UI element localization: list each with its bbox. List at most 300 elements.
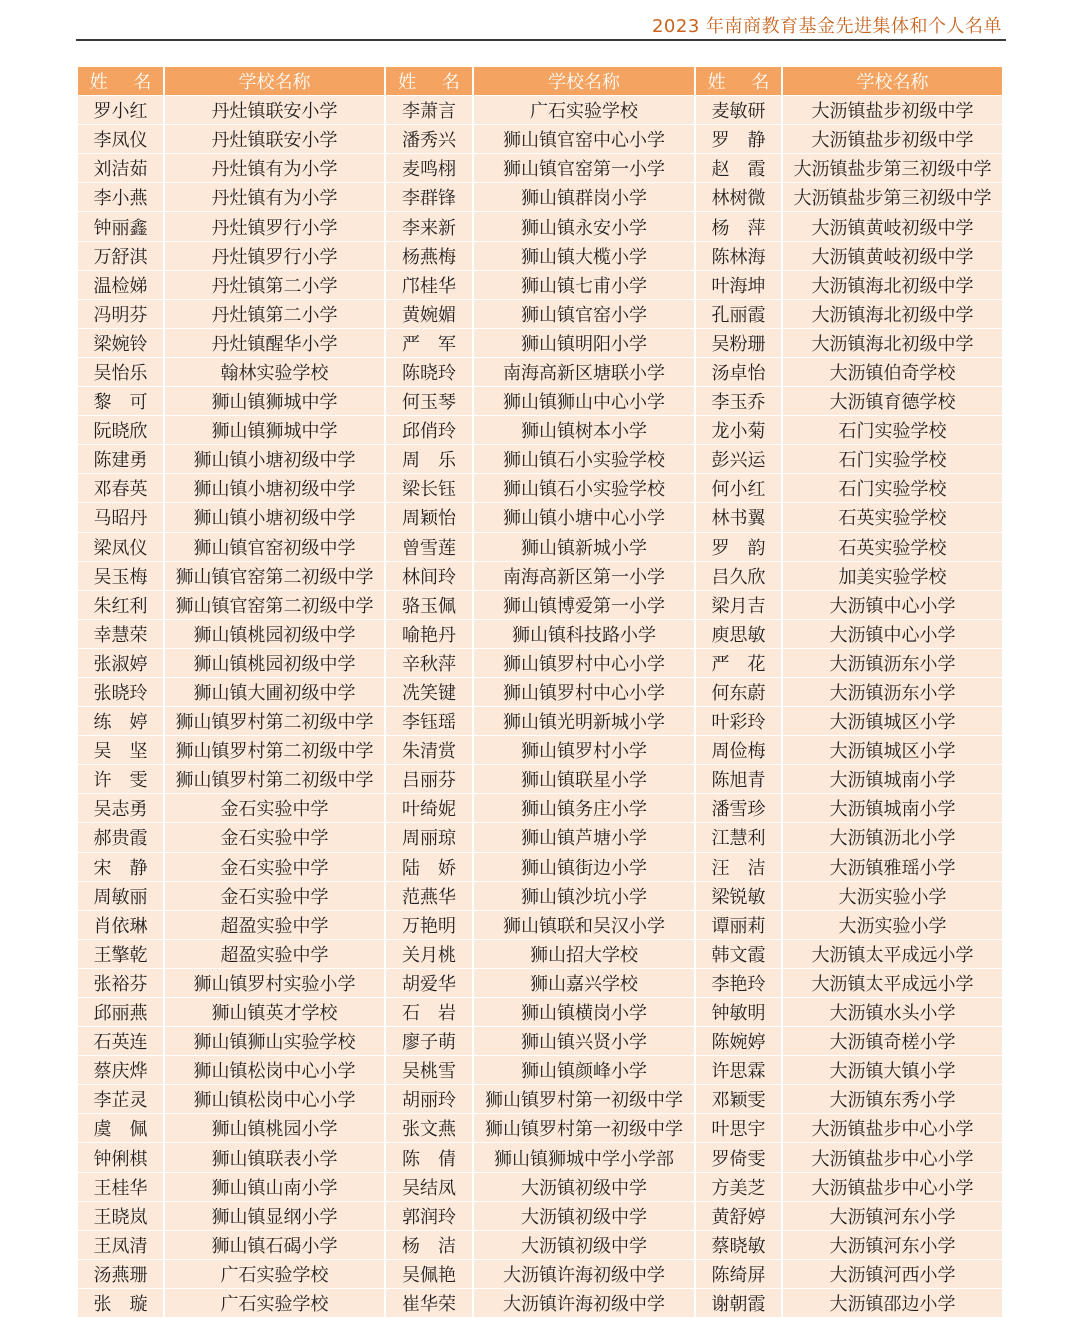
school-name: 狮山镇罗村第一初级中学 bbox=[474, 1085, 694, 1113]
school-name: 狮山镇桃园小学 bbox=[165, 1114, 384, 1142]
person-name: 邓春英 bbox=[78, 474, 163, 502]
table-row bbox=[696, 1260, 1002, 1288]
table-row bbox=[696, 387, 1002, 415]
person-name: 冯明芬 bbox=[78, 300, 163, 328]
person-name: 钟敏明 bbox=[696, 998, 781, 1026]
table-row bbox=[386, 416, 694, 444]
person-name: 江慧利 bbox=[696, 823, 781, 851]
school-name: 大沥镇邵边小学 bbox=[783, 1289, 1002, 1317]
table-row bbox=[78, 154, 384, 182]
table-row bbox=[78, 1085, 384, 1113]
school-name: 狮山镇罗村第二初级中学 bbox=[165, 765, 384, 793]
table-row bbox=[78, 620, 384, 648]
person-name: 吴志勇 bbox=[78, 794, 163, 822]
table-row bbox=[386, 620, 694, 648]
table-row bbox=[386, 212, 694, 240]
school-name: 大沥镇盐步中心小学 bbox=[783, 1114, 1002, 1142]
table-row bbox=[696, 358, 1002, 386]
person-name: 许 雯 bbox=[78, 765, 163, 793]
school-name: 大沥镇水头小学 bbox=[783, 998, 1002, 1026]
school-name: 大沥镇海北初级中学 bbox=[783, 329, 1002, 357]
table-row bbox=[78, 649, 384, 677]
person-name: 李来新 bbox=[386, 212, 472, 240]
person-name: 孔丽霞 bbox=[696, 300, 781, 328]
school-name: 狮山镇官窑第二初级中学 bbox=[165, 591, 384, 619]
table-row bbox=[696, 96, 1002, 124]
person-name: 李玉乔 bbox=[696, 387, 781, 415]
school-name: 大沥镇沥东小学 bbox=[783, 678, 1002, 706]
school-name: 丹灶镇联安小学 bbox=[165, 125, 384, 153]
table-row bbox=[78, 474, 384, 502]
school-name: 狮山嘉兴学校 bbox=[474, 969, 694, 997]
table-row bbox=[386, 125, 694, 153]
person-name: 陈林海 bbox=[696, 242, 781, 270]
table-row bbox=[696, 678, 1002, 706]
table-row bbox=[696, 474, 1002, 502]
table-row bbox=[696, 940, 1002, 968]
person-name: 郝贵霞 bbox=[78, 823, 163, 851]
school-name: 狮山镇大榄小学 bbox=[474, 242, 694, 270]
school-name: 狮山镇兴贤小学 bbox=[474, 1027, 694, 1055]
person-name: 张淑婷 bbox=[78, 649, 163, 677]
table-row bbox=[78, 1231, 384, 1259]
table-row bbox=[78, 96, 384, 124]
person-name: 陈建勇 bbox=[78, 445, 163, 473]
table-row bbox=[386, 649, 694, 677]
school-name: 狮山镇博爱第一小学 bbox=[474, 591, 694, 619]
person-name: 杨 洁 bbox=[386, 1231, 472, 1259]
person-name: 张裕芬 bbox=[78, 969, 163, 997]
school-name: 丹灶镇罗行小学 bbox=[165, 212, 384, 240]
person-name: 吴结凤 bbox=[386, 1173, 472, 1201]
school-name: 狮山镇显纲小学 bbox=[165, 1202, 384, 1230]
table-row bbox=[78, 678, 384, 706]
table-header-row bbox=[696, 67, 1002, 95]
table-row bbox=[78, 794, 384, 822]
person-name: 朱红利 bbox=[78, 591, 163, 619]
school-name: 狮山镇芦塘小学 bbox=[474, 823, 694, 851]
table-row bbox=[78, 736, 384, 764]
school-name: 狮山镇山南小学 bbox=[165, 1173, 384, 1201]
person-name: 吴桃雪 bbox=[386, 1056, 472, 1084]
school-name: 加美实验学校 bbox=[783, 562, 1002, 590]
school-name: 大沥镇沥北小学 bbox=[783, 823, 1002, 851]
person-name: 梁锐敏 bbox=[696, 882, 781, 910]
table-row bbox=[696, 1202, 1002, 1230]
table-row bbox=[78, 591, 384, 619]
table-row bbox=[696, 503, 1002, 531]
school-name: 狮山镇官窑初级中学 bbox=[165, 533, 384, 561]
school-name: 狮山镇永安小学 bbox=[474, 212, 694, 240]
person-name: 朱清赏 bbox=[386, 736, 472, 764]
school-name: 狮山镇小塘初级中学 bbox=[165, 445, 384, 473]
table-row bbox=[386, 736, 694, 764]
table-row bbox=[696, 533, 1002, 561]
person-name: 叶彩玲 bbox=[696, 707, 781, 735]
school-name: 狮山镇大圃初级中学 bbox=[165, 678, 384, 706]
school-name: 狮山镇石碣小学 bbox=[165, 1231, 384, 1259]
table-row bbox=[386, 562, 694, 590]
table-row bbox=[696, 445, 1002, 473]
person-name: 邱丽燕 bbox=[78, 998, 163, 1026]
school-name: 大沥镇太平成远小学 bbox=[783, 940, 1002, 968]
school-name: 狮山镇明阳小学 bbox=[474, 329, 694, 357]
school-name: 大沥镇盐步第三初级中学 bbox=[783, 183, 1002, 211]
school-name: 狮山镇树本小学 bbox=[474, 416, 694, 444]
person-name: 李萧言 bbox=[386, 96, 472, 124]
table-row bbox=[78, 940, 384, 968]
person-name: 陈婉婷 bbox=[696, 1027, 781, 1055]
column-header-name: 姓 名 bbox=[78, 67, 163, 95]
person-name: 邝桂华 bbox=[386, 271, 472, 299]
table-row bbox=[386, 794, 694, 822]
table-row bbox=[386, 154, 694, 182]
person-name: 彭兴运 bbox=[696, 445, 781, 473]
table-row bbox=[78, 911, 384, 939]
school-name: 金石实验中学 bbox=[165, 823, 384, 851]
person-name: 蔡晓敏 bbox=[696, 1231, 781, 1259]
person-name: 吴粉珊 bbox=[696, 329, 781, 357]
table-row bbox=[696, 1114, 1002, 1142]
person-name: 练 婷 bbox=[78, 707, 163, 735]
school-name: 狮山镇小塘中心小学 bbox=[474, 503, 694, 531]
table-row bbox=[386, 242, 694, 270]
school-name: 大沥镇东秀小学 bbox=[783, 1085, 1002, 1113]
table-row bbox=[386, 300, 694, 328]
person-name: 宋 静 bbox=[78, 853, 163, 881]
person-name: 潘雪珍 bbox=[696, 794, 781, 822]
person-name: 严 军 bbox=[386, 329, 472, 357]
table-row bbox=[696, 1289, 1002, 1317]
school-name: 狮山招大学校 bbox=[474, 940, 694, 968]
table-row bbox=[386, 271, 694, 299]
table-row bbox=[78, 533, 384, 561]
table-row bbox=[78, 125, 384, 153]
person-name: 温检娣 bbox=[78, 271, 163, 299]
person-name: 罗 韵 bbox=[696, 533, 781, 561]
person-name: 林树微 bbox=[696, 183, 781, 211]
table-row bbox=[386, 1114, 694, 1142]
person-name: 叶海坤 bbox=[696, 271, 781, 299]
table-row bbox=[386, 474, 694, 502]
school-name: 大沥镇许海初级中学 bbox=[474, 1289, 694, 1317]
school-name: 丹灶镇醒华小学 bbox=[165, 329, 384, 357]
person-name: 何玉琴 bbox=[386, 387, 472, 415]
school-name: 狮山镇狮城中学 bbox=[165, 416, 384, 444]
table-row bbox=[78, 271, 384, 299]
school-name: 大沥镇太平成远小学 bbox=[783, 969, 1002, 997]
table-row bbox=[78, 1260, 384, 1288]
table-row bbox=[696, 620, 1002, 648]
person-name: 麦敏研 bbox=[696, 96, 781, 124]
table-row bbox=[696, 969, 1002, 997]
school-name: 狮山镇罗村小学 bbox=[474, 736, 694, 764]
table-row bbox=[78, 242, 384, 270]
person-name: 万舒淇 bbox=[78, 242, 163, 270]
school-name: 大沥镇河西小学 bbox=[783, 1260, 1002, 1288]
school-name: 狮山镇桃园初级中学 bbox=[165, 649, 384, 677]
person-name: 王凤清 bbox=[78, 1231, 163, 1259]
person-name: 陈旭青 bbox=[696, 765, 781, 793]
school-name: 丹灶镇罗行小学 bbox=[165, 242, 384, 270]
school-name: 狮山镇罗村中心小学 bbox=[474, 678, 694, 706]
school-name: 大沥镇城区小学 bbox=[783, 736, 1002, 764]
table-row bbox=[696, 998, 1002, 1026]
person-name: 李艳玲 bbox=[696, 969, 781, 997]
person-name: 梁婉铃 bbox=[78, 329, 163, 357]
school-name: 大沥镇许海初级中学 bbox=[474, 1260, 694, 1288]
table-row bbox=[78, 387, 384, 415]
person-name: 周颖怡 bbox=[386, 503, 472, 531]
person-name: 李钰瑶 bbox=[386, 707, 472, 735]
person-name: 陆 娇 bbox=[386, 853, 472, 881]
table-row bbox=[78, 853, 384, 881]
school-name: 大沥镇初级中学 bbox=[474, 1231, 694, 1259]
table-row bbox=[696, 853, 1002, 881]
school-name: 狮山镇群岗小学 bbox=[474, 183, 694, 211]
table-column-group-2 bbox=[386, 67, 694, 1317]
column-header-school: 学校名称 bbox=[783, 67, 1002, 95]
table-row bbox=[78, 416, 384, 444]
table-row bbox=[696, 1231, 1002, 1259]
school-name: 石门实验学校 bbox=[783, 445, 1002, 473]
table-row bbox=[386, 707, 694, 735]
table-row bbox=[78, 300, 384, 328]
person-name: 幸慧荣 bbox=[78, 620, 163, 648]
person-name: 张晓玲 bbox=[78, 678, 163, 706]
person-name: 汤卓怡 bbox=[696, 358, 781, 386]
person-name: 许思霖 bbox=[696, 1056, 781, 1084]
table-row bbox=[696, 300, 1002, 328]
school-name: 丹灶镇有为小学 bbox=[165, 183, 384, 211]
school-name: 狮山镇科技路小学 bbox=[474, 620, 694, 648]
table-row bbox=[386, 358, 694, 386]
table-row bbox=[78, 969, 384, 997]
school-name: 狮山镇横岗小学 bbox=[474, 998, 694, 1026]
table-row bbox=[386, 445, 694, 473]
school-name: 狮山镇官窑第二初级中学 bbox=[165, 562, 384, 590]
table-row bbox=[386, 591, 694, 619]
school-name: 大沥镇初级中学 bbox=[474, 1202, 694, 1230]
person-name: 罗小红 bbox=[78, 96, 163, 124]
school-name: 石英实验学校 bbox=[783, 533, 1002, 561]
person-name: 胡爱华 bbox=[386, 969, 472, 997]
school-name: 狮山镇松岗中心小学 bbox=[165, 1056, 384, 1084]
school-name: 大沥实验小学 bbox=[783, 911, 1002, 939]
table-row bbox=[386, 853, 694, 881]
person-name: 吕丽芬 bbox=[386, 765, 472, 793]
person-name: 潘秀兴 bbox=[386, 125, 472, 153]
table-row bbox=[696, 1085, 1002, 1113]
person-name: 吴怡乐 bbox=[78, 358, 163, 386]
table-row bbox=[78, 1173, 384, 1201]
table-row bbox=[386, 183, 694, 211]
person-name: 范燕华 bbox=[386, 882, 472, 910]
person-name: 黄舒婷 bbox=[696, 1202, 781, 1230]
column-header-school: 学校名称 bbox=[474, 67, 694, 95]
person-name: 汤燕珊 bbox=[78, 1260, 163, 1288]
school-name: 大沥镇河东小学 bbox=[783, 1231, 1002, 1259]
table-column-group-1 bbox=[78, 67, 384, 1317]
table-row bbox=[386, 387, 694, 415]
person-name: 胡丽玲 bbox=[386, 1085, 472, 1113]
school-name: 狮山镇小塘初级中学 bbox=[165, 503, 384, 531]
person-name: 吕久欣 bbox=[696, 562, 781, 590]
person-name: 庾思敏 bbox=[696, 620, 781, 648]
school-name: 狮山镇光明新城小学 bbox=[474, 707, 694, 735]
person-name: 梁月吉 bbox=[696, 591, 781, 619]
table-row bbox=[78, 1114, 384, 1142]
table-row bbox=[696, 736, 1002, 764]
person-name: 李凤仪 bbox=[78, 125, 163, 153]
table-row bbox=[696, 882, 1002, 910]
school-name: 狮山镇狮山中心小学 bbox=[474, 387, 694, 415]
table-row bbox=[78, 707, 384, 735]
school-name: 大沥镇城南小学 bbox=[783, 794, 1002, 822]
school-name: 丹灶镇第二小学 bbox=[165, 300, 384, 328]
table-row bbox=[78, 1289, 384, 1317]
school-name: 狮山镇狮山实验学校 bbox=[165, 1027, 384, 1055]
table-row bbox=[696, 707, 1002, 735]
table-row bbox=[386, 1027, 694, 1055]
school-name: 大沥镇盐步初级中学 bbox=[783, 125, 1002, 153]
person-name: 林书翼 bbox=[696, 503, 781, 531]
person-name: 陈晓玲 bbox=[386, 358, 472, 386]
person-name: 石英连 bbox=[78, 1027, 163, 1055]
table-row bbox=[386, 1202, 694, 1230]
table-row bbox=[386, 503, 694, 531]
table-row bbox=[386, 1289, 694, 1317]
person-name: 刘洁茹 bbox=[78, 154, 163, 182]
table-row bbox=[78, 882, 384, 910]
table-row bbox=[696, 765, 1002, 793]
school-name: 大沥镇盐步中心小学 bbox=[783, 1173, 1002, 1201]
school-name: 南海高新区第一小学 bbox=[474, 562, 694, 590]
school-name: 狮山镇联星小学 bbox=[474, 765, 694, 793]
school-name: 大沥镇黄岐初级中学 bbox=[783, 242, 1002, 270]
school-name: 狮山镇罗村第二初级中学 bbox=[165, 707, 384, 735]
person-name: 吴玉梅 bbox=[78, 562, 163, 590]
person-name: 麦鸣栩 bbox=[386, 154, 472, 182]
person-name: 骆玉佩 bbox=[386, 591, 472, 619]
table-column-group-3 bbox=[696, 67, 1002, 1317]
school-name: 丹灶镇联安小学 bbox=[165, 96, 384, 124]
school-name: 大沥镇城区小学 bbox=[783, 707, 1002, 735]
header-divider bbox=[76, 39, 1006, 41]
table-row bbox=[696, 416, 1002, 444]
school-name: 大沥镇中心小学 bbox=[783, 620, 1002, 648]
person-name: 阮晓欣 bbox=[78, 416, 163, 444]
school-name: 广石实验学校 bbox=[165, 1289, 384, 1317]
person-name: 邓颖雯 bbox=[696, 1085, 781, 1113]
person-name: 罗 静 bbox=[696, 125, 781, 153]
table-row bbox=[696, 212, 1002, 240]
school-name: 大沥镇沥东小学 bbox=[783, 649, 1002, 677]
table-row bbox=[386, 329, 694, 357]
school-name: 大沥镇盐步初级中学 bbox=[783, 96, 1002, 124]
school-name: 金石实验中学 bbox=[165, 882, 384, 910]
school-name: 大沥镇黄岐初级中学 bbox=[783, 212, 1002, 240]
table-row bbox=[78, 183, 384, 211]
person-name: 周俭梅 bbox=[696, 736, 781, 764]
table-row bbox=[386, 678, 694, 706]
table-row bbox=[696, 125, 1002, 153]
person-name: 周 乐 bbox=[386, 445, 472, 473]
person-name: 李芷灵 bbox=[78, 1085, 163, 1113]
table-row bbox=[696, 271, 1002, 299]
table-row bbox=[696, 242, 1002, 270]
school-name: 石英实验学校 bbox=[783, 503, 1002, 531]
table-row bbox=[386, 1143, 694, 1171]
table-row bbox=[696, 794, 1002, 822]
person-name: 钟丽鑫 bbox=[78, 212, 163, 240]
table-row bbox=[386, 533, 694, 561]
person-name: 郭润玲 bbox=[386, 1202, 472, 1230]
person-name: 黎 可 bbox=[78, 387, 163, 415]
table-row bbox=[696, 1173, 1002, 1201]
school-name: 狮山镇小塘初级中学 bbox=[165, 474, 384, 502]
person-name: 汪 洁 bbox=[696, 853, 781, 881]
table-row bbox=[78, 1056, 384, 1084]
school-name: 狮山镇狮城中学 bbox=[165, 387, 384, 415]
table-row bbox=[78, 1202, 384, 1230]
person-name: 虞 佩 bbox=[78, 1114, 163, 1142]
table-row bbox=[78, 329, 384, 357]
school-name: 狮山镇沙坑小学 bbox=[474, 882, 694, 910]
person-name: 陈绮屏 bbox=[696, 1260, 781, 1288]
table-row bbox=[386, 911, 694, 939]
school-name: 狮山镇务庄小学 bbox=[474, 794, 694, 822]
school-name: 大沥镇奇槎小学 bbox=[783, 1027, 1002, 1055]
person-name: 崔华荣 bbox=[386, 1289, 472, 1317]
school-name: 狮山镇联表小学 bbox=[165, 1143, 384, 1171]
school-name: 狮山镇英才学校 bbox=[165, 998, 384, 1026]
person-name: 陈 倩 bbox=[386, 1143, 472, 1171]
table-row bbox=[78, 823, 384, 851]
person-name: 曾雪莲 bbox=[386, 533, 472, 561]
person-name: 石 岩 bbox=[386, 998, 472, 1026]
table-row bbox=[386, 823, 694, 851]
school-name: 大沥镇盐步第三初级中学 bbox=[783, 154, 1002, 182]
table-row bbox=[78, 765, 384, 793]
person-name: 李群锋 bbox=[386, 183, 472, 211]
person-name: 林间玲 bbox=[386, 562, 472, 590]
school-name: 大沥镇河东小学 bbox=[783, 1202, 1002, 1230]
school-name: 狮山镇罗村实验小学 bbox=[165, 969, 384, 997]
table-row bbox=[696, 562, 1002, 590]
school-name: 大沥镇大镇小学 bbox=[783, 1056, 1002, 1084]
person-name: 冼笑键 bbox=[386, 678, 472, 706]
school-name: 狮山镇官窑第一小学 bbox=[474, 154, 694, 182]
school-name: 大沥镇盐步中心小学 bbox=[783, 1143, 1002, 1171]
school-name: 广石实验学校 bbox=[474, 96, 694, 124]
person-name: 肖依琳 bbox=[78, 911, 163, 939]
table-row bbox=[696, 1143, 1002, 1171]
school-name: 狮山镇罗村第一初级中学 bbox=[474, 1114, 694, 1142]
person-name: 李小燕 bbox=[78, 183, 163, 211]
person-name: 叶思宇 bbox=[696, 1114, 781, 1142]
column-header-school: 学校名称 bbox=[165, 67, 384, 95]
person-name: 吴 坚 bbox=[78, 736, 163, 764]
person-name: 马昭丹 bbox=[78, 503, 163, 531]
column-header-name: 姓 名 bbox=[386, 67, 472, 95]
person-name: 廖子萌 bbox=[386, 1027, 472, 1055]
table-row bbox=[78, 562, 384, 590]
person-name: 邱俏玲 bbox=[386, 416, 472, 444]
school-name: 大沥镇伯奇学校 bbox=[783, 358, 1002, 386]
school-name: 金石实验中学 bbox=[165, 794, 384, 822]
table-row bbox=[696, 911, 1002, 939]
